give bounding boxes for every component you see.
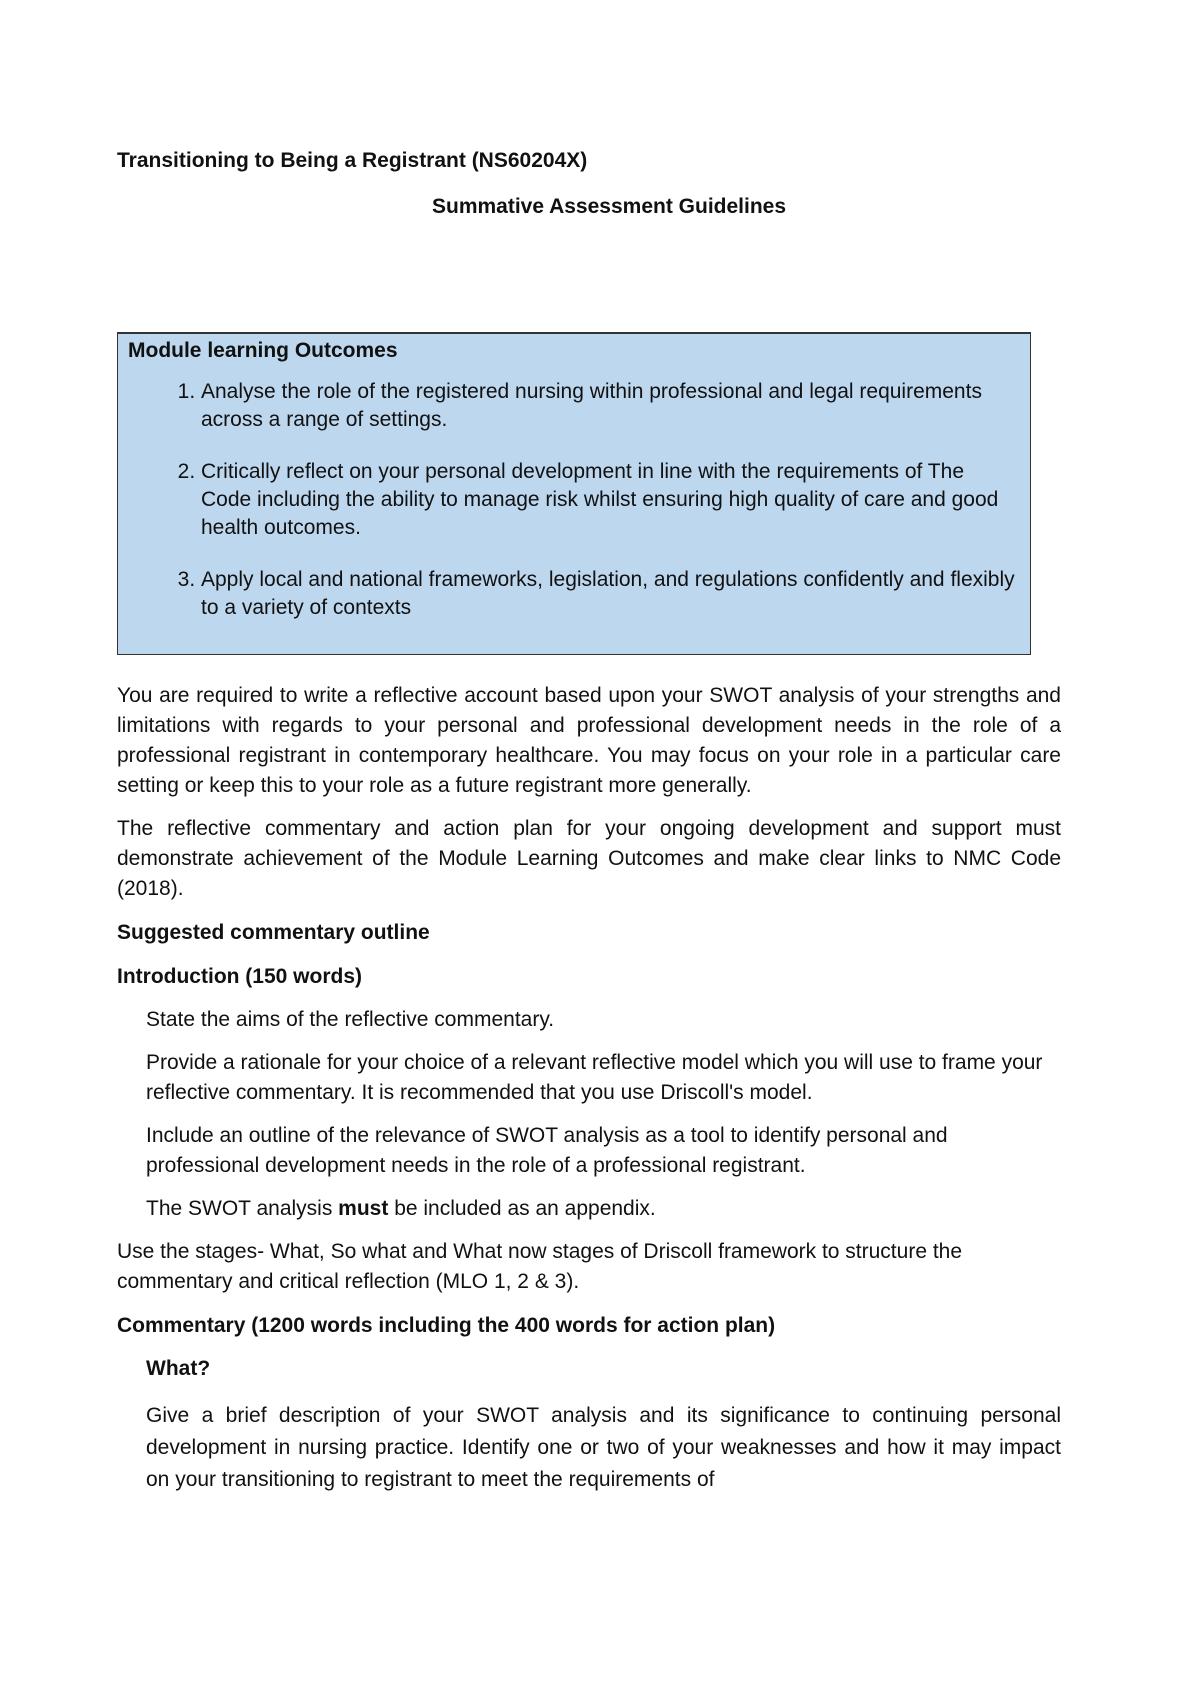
swot-note-pre: The SWOT analysis [146, 1197, 339, 1220]
introduction-heading: Introduction (150 words) [117, 965, 363, 988]
learning-outcomes-list [128, 378, 1018, 622]
learning-outcome-item: 1. Analyse the role of the registered nursing within professional and legal requirements across a range of settings. [201, 378, 1018, 434]
requirements-paragraph: The reflective commentary and action plan for your ongoing development and support must demonstrate achievement of the Module Learning Outcomes and make clear links to NMC Code (2018). [117, 817, 1061, 900]
learning-outcome-item: 2. Critically reflect on your personal development in line with the requirements of The Code including the ability to manage risk whilst ensuring high quality of care and good health outcomes. [201, 458, 1018, 542]
intro-item: Include an outline of the relevance of SWOT analysis as a tool to identify personal and professional development needs in the role of a professional registrant. [146, 1124, 948, 1177]
commentary-heading: Commentary (1200 words including the 400 words for action plan) [117, 1314, 776, 1337]
intro-item: Provide a rationale for your choice of a relevant reflective model which you will use to frame your reflective commentary. It is recommended that you use Driscoll's model. [146, 1051, 1043, 1104]
learning-outcomes-box [117, 332, 1031, 655]
document-title: Transitioning to Being a Registrant (NS60204X) [117, 149, 588, 172]
outline-heading: Suggested commentary outline [117, 921, 430, 944]
intro-paragraph: You are required to write a reflective account based upon your SWOT analysis of your strengths and limitations with regards to your personal and professional development needs in the role of a professional registrant in contemporary healthcare. You may focus on your role in a particular care setting or keep this to your role as a future registrant more generally. [117, 684, 1061, 797]
what-paragraph: Give a brief description of your SWOT analysis and its significance to continuing personal development in nursing practice. Identify one or two of your weaknesses and how it may impact on your transitioning to registrant to meet the requirements of [146, 1404, 1061, 1491]
intro-item: State the aims of the reflective commentary. [146, 1008, 555, 1031]
swot-appendix-note [146, 1194, 1061, 1224]
swot-note-emphasis: must [338, 1197, 389, 1220]
document-page [117, 146, 1061, 1496]
learning-outcome-item: 3. Apply local and national frameworks, legislation, and regulations confidently and flexibly to a variety of contexts [201, 566, 1018, 622]
stages-paragraph: Use the stages- What, So what and What now stages of Driscoll framework to structure the commentary and critical reflection (MLO 1, 2 & 3). [117, 1240, 963, 1293]
learning-outcomes-title: Module learning Outcomes [128, 339, 398, 362]
document-subtitle: Summative Assessment Guidelines [431, 195, 787, 218]
what-heading: What? [146, 1357, 211, 1380]
swot-note-post: be included as an appendix. [388, 1197, 656, 1220]
